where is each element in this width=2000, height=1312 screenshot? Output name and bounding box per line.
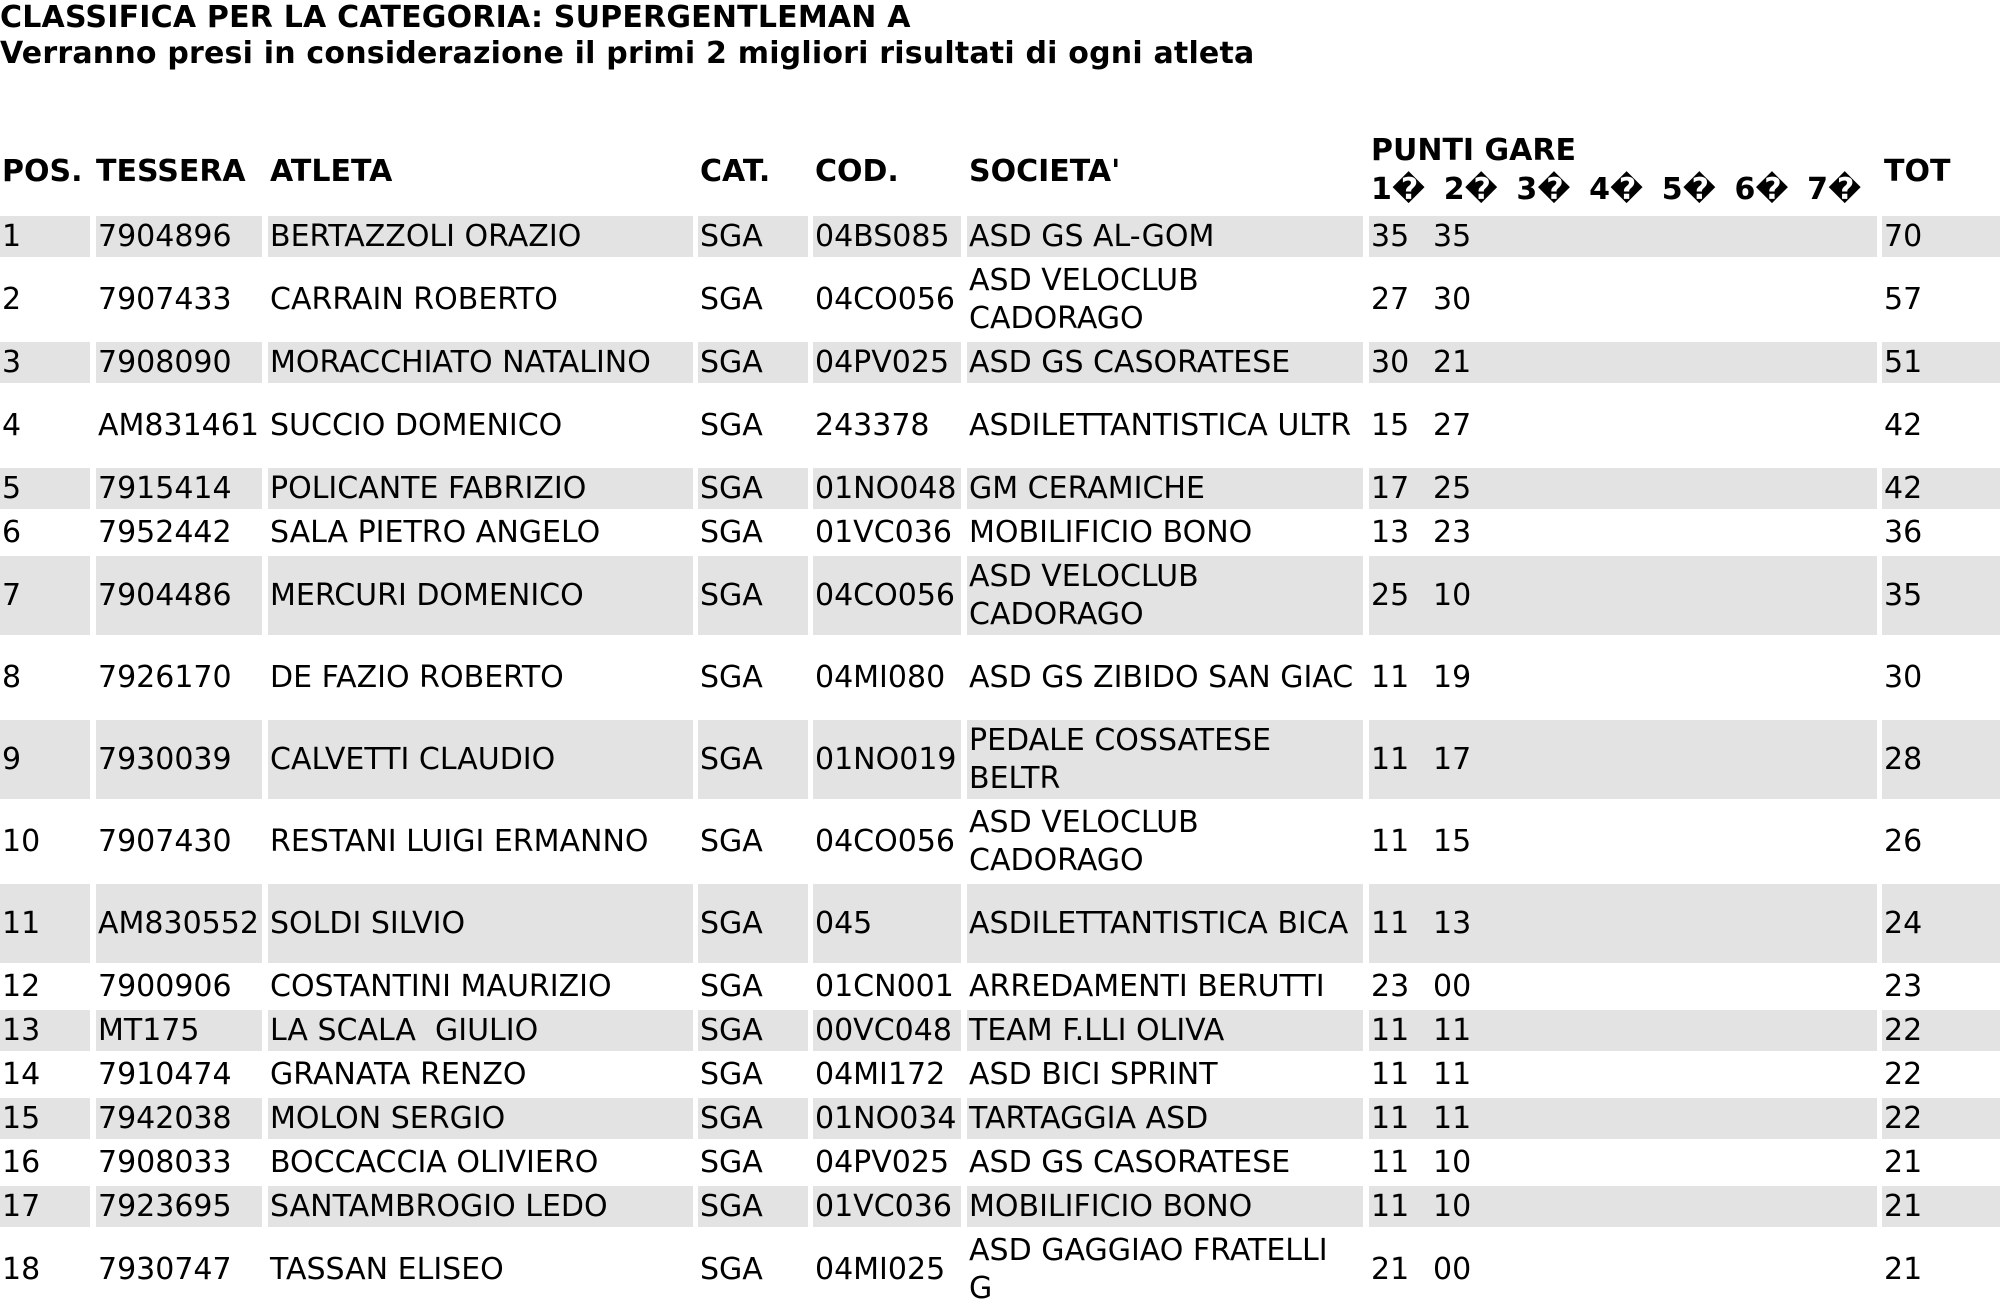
cell-tot: 35 — [1882, 556, 2000, 635]
cell-pos: 16 — [2, 1145, 41, 1180]
cell-pos: 2 — [2, 282, 22, 317]
cell-punti-2: 19 — [1433, 660, 1472, 695]
cell-societa: GM CERAMICHE — [967, 468, 1363, 509]
cell-cat: SGA — [700, 969, 763, 1004]
cell-cod: 01NO048 — [813, 468, 961, 509]
cell-cat: SGA — [698, 884, 808, 963]
cell-tessera: 7904896 — [96, 216, 262, 257]
cell-societa: ASD VELOCLUB CADORAGO — [967, 556, 1363, 635]
cell-tessera: AM831461 — [98, 408, 259, 443]
cell-cat: SGA — [700, 282, 763, 317]
cell-cod: 00VC048 — [813, 1010, 961, 1051]
cell-punti — [1369, 1230, 1877, 1309]
table-row — [0, 720, 2000, 802]
cell-pos: 6 — [2, 515, 22, 550]
cell-punti-2: 11 — [1433, 1013, 1472, 1048]
cell-cod: 01VC036 — [813, 1186, 961, 1227]
cell-atleta: SUCCIO DOMENICO — [270, 408, 563, 443]
cell-cat: SGA — [698, 216, 808, 257]
cell-tessera: 7930039 — [96, 720, 262, 799]
cell-atleta: SOLDI SILVIO — [268, 884, 693, 963]
cell-pos: 14 — [2, 1057, 41, 1092]
cell-societa: ASDILETTANTISTICA BICA — [967, 884, 1363, 963]
cell-atleta: SANTAMBROGIO LEDO — [268, 1186, 693, 1227]
table-row — [0, 884, 2000, 966]
cell-punti-1: 27 — [1371, 282, 1410, 317]
cell-punti-1: 21 — [1371, 1252, 1410, 1287]
cell-pos: 3 — [0, 342, 90, 383]
cell-punti — [1369, 468, 1877, 509]
cell-punti-2: 10 — [1433, 578, 1472, 613]
cell-cat: SGA — [700, 660, 763, 695]
cell-cod: 04PV025 — [813, 342, 961, 383]
cell-tot: 21 — [1884, 1252, 1923, 1287]
cell-societa: ASD GS CASORATESE — [967, 342, 1363, 383]
table-row — [0, 556, 2000, 638]
table-row — [0, 260, 2000, 342]
cell-punti-2: 00 — [1433, 1252, 1472, 1287]
cell-punti-2: 23 — [1433, 515, 1472, 550]
cell-punti-1: 35 — [1371, 219, 1410, 254]
header-race-7: 7� — [1807, 172, 1862, 207]
cell-pos: 15 — [0, 1098, 90, 1139]
cell-punti-1: 17 — [1371, 471, 1410, 506]
cell-cod: 04MI025 — [815, 1252, 946, 1287]
cell-atleta: POLICANTE FABRIZIO — [268, 468, 693, 509]
cell-cod: 01CN001 — [815, 969, 954, 1004]
cell-pos: 8 — [2, 660, 22, 695]
cell-punti-1: 11 — [1371, 824, 1410, 859]
cell-tot: 28 — [1882, 720, 2000, 799]
cell-pos: 12 — [2, 969, 41, 1004]
header-atleta: ATLETA — [270, 154, 393, 189]
cell-cod: 04MI080 — [815, 660, 946, 695]
cell-pos: 1 — [0, 216, 90, 257]
cell-punti-1: 11 — [1371, 660, 1410, 695]
table-row — [0, 1186, 2000, 1230]
cell-punti — [1369, 216, 1877, 257]
cell-punti-1: 15 — [1371, 408, 1410, 443]
cell-cat: SGA — [698, 1186, 808, 1227]
cell-punti — [1369, 1054, 1877, 1095]
cell-pos: 5 — [0, 468, 90, 509]
cell-tessera: 7923695 — [96, 1186, 262, 1227]
cell-punti — [1369, 720, 1877, 799]
cell-atleta: SALA PIETRO ANGELO — [270, 515, 601, 550]
cell-punti — [1369, 1098, 1877, 1139]
cell-societa: ASD VELOCLUB CADORAGO — [969, 262, 1199, 336]
cell-pos: 17 — [0, 1186, 90, 1227]
header-race-5: 5� — [1661, 172, 1717, 207]
cell-tot: 30 — [1884, 660, 1923, 695]
cell-tot: 51 — [1882, 342, 2000, 383]
table-row — [0, 966, 2000, 1010]
cell-punti-1: 11 — [1371, 906, 1410, 941]
header-race-4: 4� — [1589, 172, 1644, 207]
table-row — [0, 1054, 2000, 1098]
cell-cat: SGA — [698, 468, 808, 509]
cell-tessera: 7907430 — [98, 824, 232, 859]
cell-tot: 24 — [1882, 884, 2000, 963]
table-row — [0, 638, 2000, 720]
cell-cat: SGA — [700, 408, 763, 443]
cell-pos: 13 — [0, 1010, 90, 1051]
cell-pos: 10 — [2, 824, 41, 859]
cell-atleta: TASSAN ELISEO — [270, 1252, 504, 1287]
cell-societa: TARTAGGIA ASD — [967, 1098, 1363, 1139]
header-pos: POS. — [2, 154, 83, 189]
header-punti-gare: PUNTI GARE — [1371, 133, 1576, 168]
cell-punti — [1369, 1010, 1877, 1051]
cell-punti-2: 27 — [1433, 408, 1472, 443]
cell-cat: SGA — [700, 1252, 763, 1287]
cell-tot: 26 — [1884, 824, 1923, 859]
cell-punti-2: 21 — [1433, 345, 1472, 380]
table-row — [0, 1142, 2000, 1186]
cell-atleta: GRANATA RENZO — [270, 1057, 527, 1092]
cell-cat: SGA — [700, 1057, 763, 1092]
cell-societa: PEDALE COSSATESE BELTR — [967, 720, 1363, 799]
cell-punti-2: 17 — [1433, 742, 1472, 777]
cell-atleta: COSTANTINI MAURIZIO — [270, 969, 612, 1004]
cell-punti — [1369, 1186, 1877, 1227]
cell-atleta: LA SCALA GIULIO — [268, 1010, 693, 1051]
cell-tot: 22 — [1882, 1010, 2000, 1051]
cell-atleta: MORACCHIATO NATALINO — [268, 342, 693, 383]
cell-punti-2: 11 — [1433, 1101, 1472, 1136]
cell-pos: 9 — [0, 720, 90, 799]
cell-cod: 04PV025 — [815, 1145, 950, 1180]
cell-punti-2: 25 — [1433, 471, 1472, 506]
cell-cat: SGA — [700, 824, 763, 859]
cell-tot: 21 — [1884, 1145, 1923, 1180]
cell-atleta: BERTAZZOLI ORAZIO — [268, 216, 693, 257]
cell-tot: 70 — [1882, 216, 2000, 257]
cell-tot: 57 — [1884, 282, 1923, 317]
cell-societa: TEAM F.LLI OLIVA — [967, 1010, 1363, 1051]
cell-cod: 01NO019 — [813, 720, 961, 799]
cell-tessera: 7952442 — [98, 515, 232, 550]
header-race-6: 6� — [1734, 172, 1789, 207]
table-row — [0, 1230, 2000, 1312]
table-row — [0, 1098, 2000, 1142]
cell-punti-1: 25 — [1371, 578, 1410, 613]
cell-societa: ASD GS ZIBIDO SAN GIAC — [969, 659, 1354, 695]
cell-punti-1: 11 — [1371, 1013, 1410, 1048]
cell-cod: 045 — [813, 884, 961, 963]
cell-punti-2: 10 — [1433, 1145, 1472, 1180]
cell-societa: ASD BICI SPRINT — [969, 1056, 1218, 1092]
cell-punti — [1369, 966, 1877, 1007]
cell-societa: MOBILIFICIO BONO — [967, 1186, 1363, 1227]
cell-societa: ASD VELOCLUB CADORAGO — [969, 804, 1199, 878]
cell-punti-1: 30 — [1371, 345, 1410, 380]
table-header — [0, 128, 2000, 216]
cell-cod: 04CO056 — [813, 556, 961, 635]
cell-tessera: 7942038 — [96, 1098, 262, 1139]
cell-punti-1: 11 — [1371, 1189, 1410, 1224]
header-cod: COD. — [815, 154, 899, 189]
cell-punti-1: 11 — [1371, 1145, 1410, 1180]
cell-cat: SGA — [698, 342, 808, 383]
cell-punti-2: 15 — [1433, 824, 1472, 859]
cell-tot: 42 — [1884, 408, 1923, 443]
cell-punti-1: 23 — [1371, 969, 1410, 1004]
cell-punti — [1369, 342, 1877, 383]
cell-cat: SGA — [698, 720, 808, 799]
cell-cod: 01VC036 — [815, 515, 952, 550]
cell-punti — [1369, 638, 1877, 717]
cell-pos: 4 — [2, 408, 22, 443]
cell-punti — [1369, 556, 1877, 635]
cell-societa: ASD GS CASORATESE — [969, 1144, 1291, 1180]
table-row — [0, 342, 2000, 386]
header-tessera: TESSERA — [96, 154, 246, 189]
cell-cod: 04MI172 — [815, 1057, 946, 1092]
header-race-2: 2� — [1443, 172, 1498, 207]
header-race-numbers — [1371, 172, 1880, 208]
cell-cat: SGA — [698, 1010, 808, 1051]
header-race-1: 1� — [1371, 172, 1426, 207]
cell-tessera: 7904486 — [96, 556, 262, 635]
cell-atleta: CARRAIN ROBERTO — [270, 282, 558, 317]
header-societa: SOCIETA' — [969, 154, 1121, 189]
cell-cat: SGA — [698, 1098, 808, 1139]
cell-cod: 04BS085 — [813, 216, 961, 257]
cell-punti — [1369, 386, 1877, 465]
cell-atleta: CALVETTI CLAUDIO — [268, 720, 693, 799]
cell-punti — [1369, 512, 1877, 553]
cell-tot: 21 — [1882, 1186, 2000, 1227]
ranking-table — [0, 128, 2000, 1312]
document-title: CLASSIFICA PER LA CATEGORIA: SUPERGENTLEMAN A — [0, 0, 911, 35]
cell-tessera: 7908033 — [98, 1145, 232, 1180]
cell-tot: 22 — [1882, 1098, 2000, 1139]
document-titles — [0, 0, 1254, 72]
document-subtitle: Verranno presi in considerazione il primi 2 migliori risultati di ogni atleta — [0, 36, 1255, 71]
cell-cat: SGA — [698, 556, 808, 635]
cell-societa: ARREDAMENTI BERUTTI — [969, 968, 1325, 1004]
table-row — [0, 512, 2000, 556]
cell-tessera: 7910474 — [98, 1057, 232, 1092]
cell-pos: 11 — [0, 884, 90, 963]
cell-punti-2: 00 — [1433, 969, 1472, 1004]
cell-tessera: MT175 — [96, 1010, 262, 1051]
cell-tessera: AM830552 — [96, 884, 262, 963]
cell-punti — [1369, 260, 1877, 339]
cell-cat: SGA — [700, 515, 763, 550]
cell-cod: 243378 — [815, 408, 930, 443]
cell-tot: 42 — [1882, 468, 2000, 509]
cell-punti-2: 13 — [1433, 906, 1472, 941]
cell-tessera: 7915414 — [96, 468, 262, 509]
table-row — [0, 216, 2000, 260]
table-row — [0, 1010, 2000, 1054]
cell-punti-1: 11 — [1371, 1101, 1410, 1136]
cell-societa: MOBILIFICIO BONO — [969, 514, 1253, 550]
cell-tessera: 7907433 — [98, 282, 232, 317]
cell-tot: 22 — [1884, 1057, 1923, 1092]
cell-atleta: RESTANI LUIGI ERMANNO — [270, 824, 649, 859]
cell-atleta: BOCCACCIA OLIVIERO — [270, 1145, 599, 1180]
cell-tessera: 7930747 — [98, 1252, 232, 1287]
cell-punti-2: 35 — [1433, 219, 1472, 254]
cell-pos: 7 — [0, 556, 90, 635]
cell-punti-2: 11 — [1433, 1057, 1472, 1092]
cell-punti-1: 11 — [1371, 742, 1410, 777]
cell-tessera: 7908090 — [96, 342, 262, 383]
cell-tessera: 7900906 — [98, 969, 232, 1004]
cell-tessera: 7926170 — [98, 660, 232, 695]
cell-punti-2: 30 — [1433, 282, 1472, 317]
cell-tot: 23 — [1884, 969, 1923, 1004]
cell-punti-1: 11 — [1371, 1057, 1410, 1092]
cell-atleta: MERCURI DOMENICO — [268, 556, 693, 635]
cell-societa: ASDILETTANTISTICA ULTR — [969, 407, 1352, 443]
cell-punti-1: 13 — [1371, 515, 1410, 550]
cell-punti — [1369, 884, 1877, 963]
cell-punti — [1369, 1142, 1877, 1183]
cell-cod: 04CO056 — [815, 282, 955, 317]
cell-tot: 36 — [1884, 515, 1923, 550]
cell-cod: 04CO056 — [815, 824, 955, 859]
table-row — [0, 468, 2000, 512]
cell-societa: ASD GAGGIAO FRATELLI G — [969, 1232, 1328, 1306]
cell-pos: 18 — [2, 1252, 41, 1287]
cell-cat: SGA — [700, 1145, 763, 1180]
cell-punti-2: 10 — [1433, 1189, 1472, 1224]
cell-societa: ASD GS AL-GOM — [967, 216, 1363, 257]
table-row — [0, 802, 2000, 884]
header-race-3: 3� — [1516, 172, 1571, 207]
cell-atleta: DE FAZIO ROBERTO — [270, 660, 564, 695]
table-row — [0, 386, 2000, 468]
cell-cod: 01NO034 — [813, 1098, 961, 1139]
cell-punti — [1369, 802, 1877, 881]
cell-atleta: MOLON SERGIO — [268, 1098, 693, 1139]
header-tot: TOT — [1884, 154, 1951, 189]
header-cat: CAT. — [700, 154, 771, 189]
